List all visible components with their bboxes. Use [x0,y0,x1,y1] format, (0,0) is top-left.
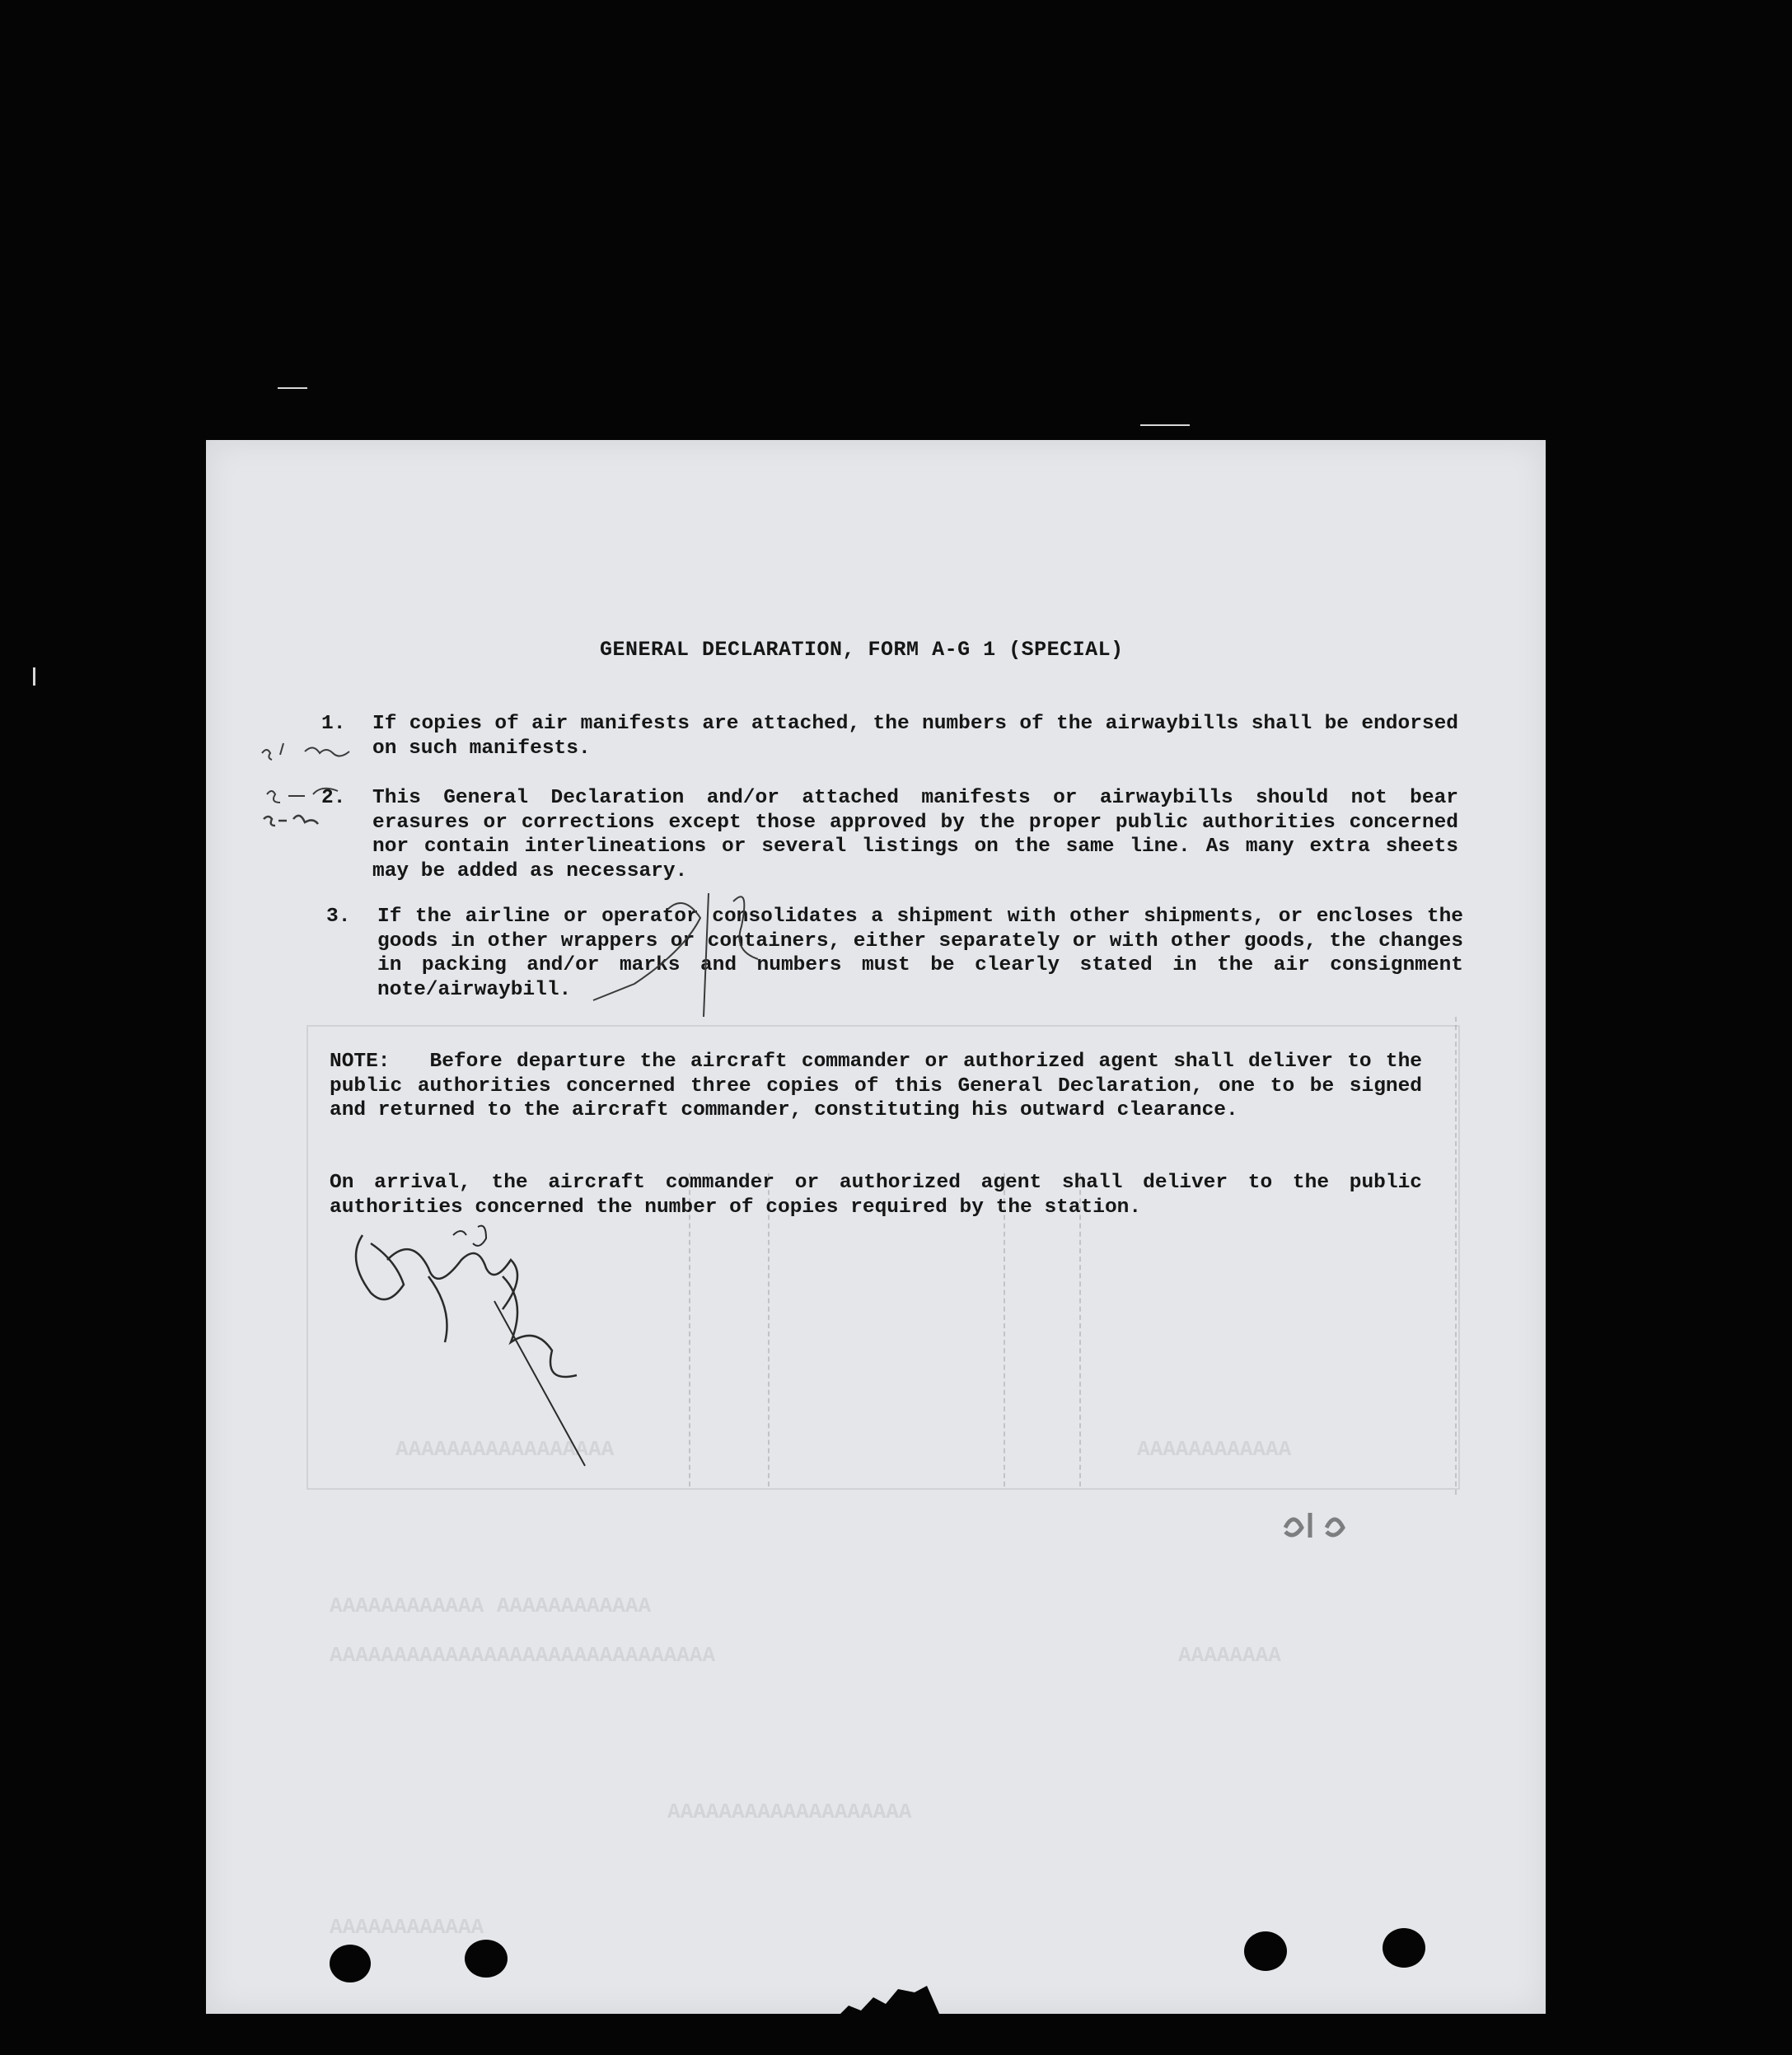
arrival-paragraph: On arrival, the aircraft commander or authorized agent shall deliver to the public authorities concerned the number of copies required by the station. [330,1172,1422,1219]
bleed-through-text: AAAAAAAAAAAA AAAAAAAAAAAA [330,1594,652,1618]
form-title: GENERAL DECLARATION, FORM A-G 1 (SPECIAL) [600,638,1124,662]
document-page [206,440,1546,2014]
bleed-through-rule [1004,1173,1005,1486]
item-number: 2. [321,787,346,809]
bleed-through-text: AAAAAAAAAAAAAAAAAAA [667,1800,912,1824]
punch-hole [330,1945,371,1982]
instruction-item-1 [321,712,1458,761]
bleed-through-rule [1455,1017,1457,1495]
scan-speck [278,387,307,389]
margin-pencil-notes [255,737,371,868]
item-text: If the airline or operator consolidates a shipment with other shipments, or encloses the goods in other wrappers or containers, either separately or with other goods, the changes in packing and/or marks and numbers must be clearly stated in the air consignment note/airwaybill. [377,906,1463,1001]
punch-hole [1244,1931,1287,1971]
note-paragraph [330,1050,1422,1123]
torn-edge [840,1981,939,2014]
punch-hole [1383,1928,1425,1968]
note-text: Before departure the aircraft commander or authorized agent shall deliver to the public authorities concerned three copies of this General Declaration, one to be signed and returned to the aircraft commander, constituting his outward clearance. [330,1051,1422,1121]
faint-stamp-mark [1277,1503,1368,1544]
item-number: 1. [321,713,346,735]
pencil-marks [568,885,832,1042]
signature [330,1210,643,1482]
bleed-through-text: AAAAAAAAAAAA [330,1915,484,1940]
punch-hole [465,1940,508,1978]
scan-speck [1140,424,1190,426]
bleed-through-text: AAAAAAAA [1178,1643,1281,1668]
bleed-through-text: AAAAAAAAAAAAAAAAAAAAAAAAAAAAAA [330,1643,716,1668]
bleed-through-rule [689,1173,690,1486]
item-number: 3. [326,906,351,928]
bleed-through-text: AAAAAAAAAAAA [1137,1437,1292,1462]
bleed-through-text: AAAAAAAAAAAAAAAAA [395,1437,615,1462]
bleed-through-rule [768,1173,770,1486]
bleed-through-rule [1079,1173,1081,1486]
item-text: If copies of air manifests are attached, the numbers of the airwaybills shall be endorsed on such manifests. [372,713,1458,760]
instruction-item-2 [321,786,1458,883]
item-text: This General Declaration and/or attached manifests or airwaybills should not bear erasures or corrections except those approved by the proper public authorities concerned nor contain interlineations or several listings on the same line. As many extra sheets may be added as necessary. [372,787,1458,882]
instruction-item-3 [326,905,1463,1002]
note-label: NOTE: [330,1051,391,1073]
scan-speck [33,667,35,686]
